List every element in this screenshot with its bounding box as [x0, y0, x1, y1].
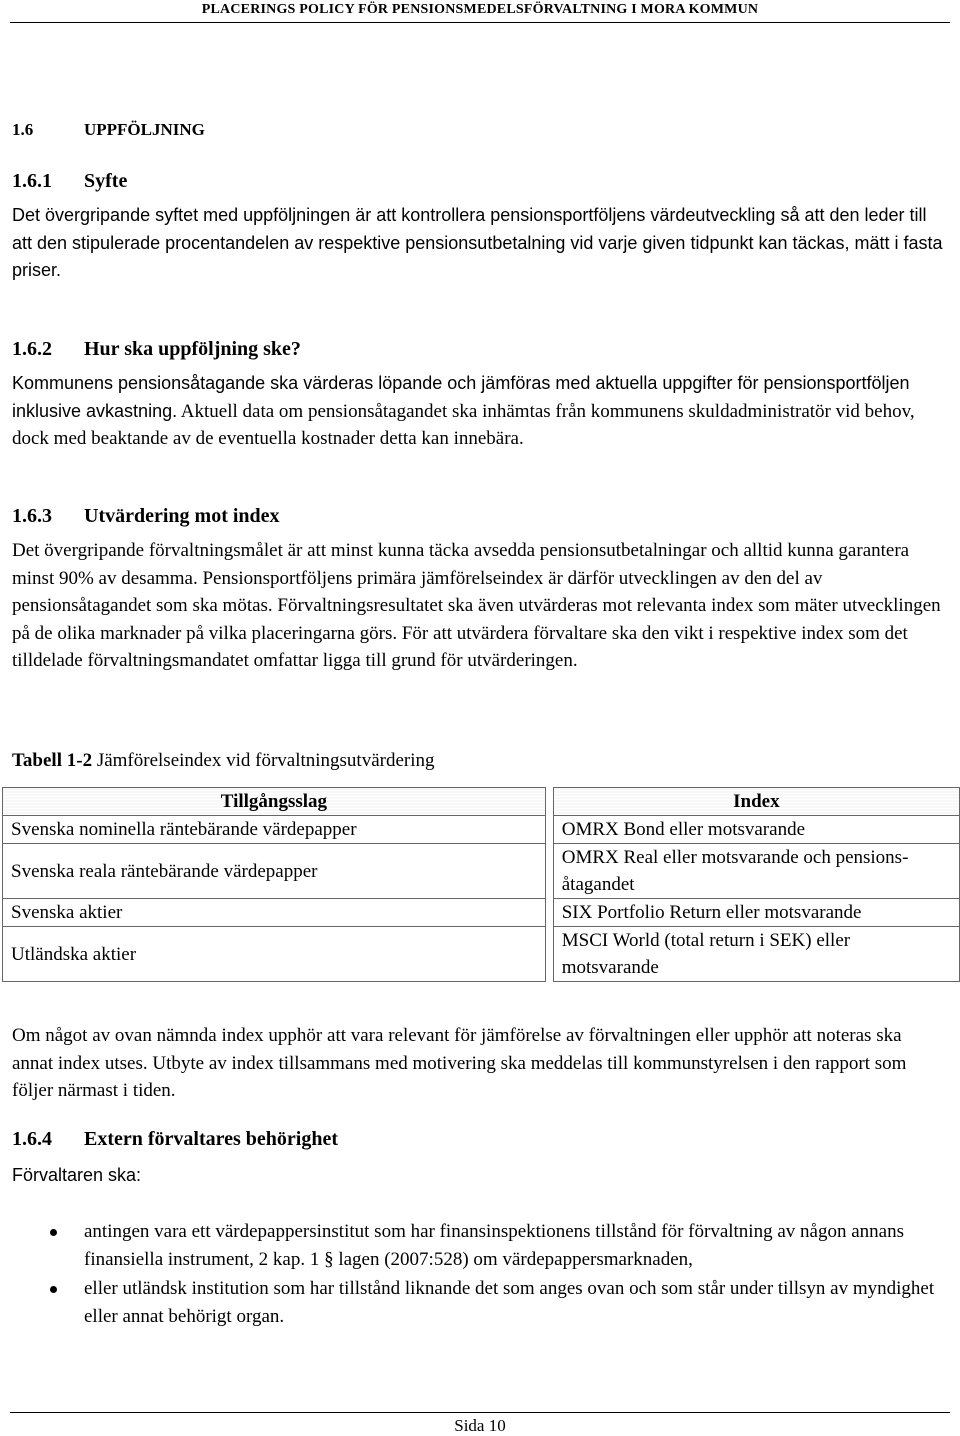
- heading-utvardering: [12, 505, 947, 528]
- list-item-text: antingen vara ett värdepappersinstitut som har finansinspektionens tillstånd för förvaltning av någon annans finansiella instrument, 2 kap. 1 § lagen (2007:528) om värdepappersmarknaden,: [84, 1221, 904, 1270]
- paragraph-intro: [12, 1162, 947, 1190]
- table-header-cell: Index: [553, 788, 959, 816]
- paragraph-text: Förvaltaren ska:: [12, 1165, 142, 1185]
- page-header: [0, 0, 960, 18]
- header-title: PLACERINGS POLICY FÖR PENSIONSMEDELSFÖRVALTNING I MORA KOMMUN: [201, 2, 759, 17]
- paragraph-text: Det övergripande förvaltningsmålet är att minst kunna täcka avsedda pensionsutbetalningar och alltid kunna garantera minst 90% av desamma. Pensionsportföljens primära jämförelseindex är därför utvecklingen av den del av pensionsåtagandet som ska mötas. Förvaltningsresultatet ska även utvärderas mot relevanta index som mäter utvecklingen på de olika marknader på vilka placeringarna görs. För att utvärdera förvaltare ska den vikt i respektive index som det tilldelade förvaltningsmandatet omfattar ligga till grund för utvärderingen.: [12, 540, 941, 671]
- table-gap: [545, 899, 553, 927]
- section-heading: [12, 120, 947, 140]
- table-cell: Utländska aktier: [3, 927, 546, 982]
- paragraph-text-a: Kommunens pensionsåtagande ska värderas löpande och jämföras med aktuella uppgifter för pensionsportföljen inklusive avkastning.: [12, 373, 910, 421]
- caption-label: Tabell 1-2: [12, 750, 93, 771]
- table-cell: MSCI World (total return i SEK) eller motsvarande: [553, 927, 959, 982]
- paragraph-uppfoljning: [12, 370, 947, 453]
- table-row: [3, 899, 960, 927]
- table-row: [3, 816, 960, 844]
- table-header-row: [3, 788, 960, 816]
- caption-text: Jämförelseindex vid förvaltningsutvärdering: [92, 750, 435, 771]
- paragraph-after-table: [12, 1022, 947, 1105]
- table-row: [3, 844, 960, 899]
- heading-title: Extern förvaltares behörighet: [84, 1128, 339, 1150]
- heading-title: Hur ska uppföljning ske?: [84, 338, 301, 360]
- table-caption: [12, 750, 947, 772]
- header-rule: [10, 22, 950, 23]
- list-item-text: eller utländsk institution som har tillstånd liknande det som anges ovan och som står under tillsyn av myndighet eller annat behörigt organ.: [84, 1278, 935, 1327]
- paragraph-syfte: [12, 202, 947, 285]
- table-gap: [545, 927, 553, 982]
- table-cell: Svenska nominella räntebärande värdepapper: [3, 816, 546, 844]
- table-header-cell: Tillgångsslag: [3, 788, 546, 816]
- table-gap: [545, 816, 553, 844]
- paragraph-text: Det övergripande syftet med uppföljningen är att kontrollera pensionsportföljens värdeutveckling så att den leder till att den stipulerade procentandelen av respektive pensionsutbetalning vid varje given tidpunkt kan täckas, mätt i fasta priser.: [12, 205, 943, 280]
- paragraph-text: Om något av ovan nämnda index upphör att vara relevant för jämförelse av förvaltningen eller upphör att noteras ska annat index utses. Utbyte av index tillsammans med motivering ska meddelas till kommunstyrelsen i den rapport som följer närmast i tiden.: [12, 1025, 907, 1101]
- list-item: [12, 1218, 947, 1273]
- table-cell: OMRX Bond eller motsvarande: [553, 816, 959, 844]
- table-gap: [545, 844, 553, 899]
- page-number: Sida 10: [454, 1416, 506, 1435]
- heading-title: Syfte: [84, 170, 128, 192]
- table-cell: OMRX Real eller motsvarande och pensions-åtagandet: [553, 844, 959, 899]
- paragraph-utvardering: [12, 537, 947, 675]
- table-gap: [545, 788, 553, 816]
- heading-uppfoljning: [12, 338, 947, 361]
- heading-number: 1.6.1: [12, 170, 52, 192]
- section-title: UPPFÖLJNING: [84, 120, 205, 139]
- bullet-icon: [50, 1286, 57, 1293]
- heading-title: Utvärdering mot index: [84, 505, 280, 527]
- heading-number: 1.6.4: [12, 1128, 52, 1150]
- heading-behorighet: [12, 1128, 947, 1151]
- requirements-list: [12, 1218, 947, 1332]
- table-cell: Svenska aktier: [3, 899, 546, 927]
- bullet-icon: [50, 1229, 57, 1236]
- section-number: 1.6: [12, 120, 34, 139]
- table-cell: SIX Portfolio Return eller motsvarande: [553, 899, 959, 927]
- index-table: [2, 787, 960, 982]
- heading-syfte: [12, 170, 947, 193]
- table-cell: Svenska reala räntebärande värdepapper: [3, 844, 546, 899]
- paragraph-text-b: Aktuell data om pensionsåtagandet ska inhämtas från kommunens skuldadministratör vid behov, dock med beaktande av de eventuella kostnader detta kan innebära.: [12, 400, 915, 449]
- list-item: [12, 1275, 947, 1330]
- table-row: [3, 927, 960, 982]
- heading-number: 1.6.2: [12, 338, 52, 360]
- footer-rule: [10, 1412, 950, 1413]
- heading-number: 1.6.3: [12, 505, 52, 527]
